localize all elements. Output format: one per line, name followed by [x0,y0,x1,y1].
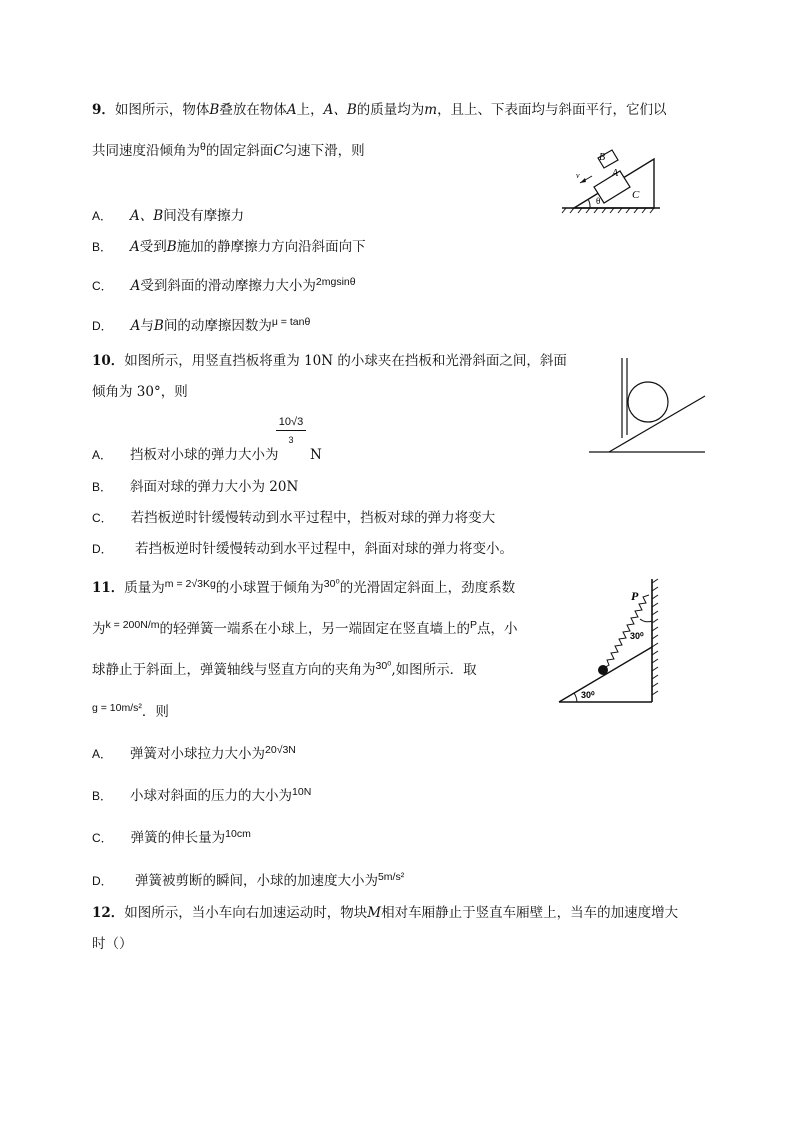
math: k = 200N/m [105,619,160,631]
option-letter: B． [92,240,113,254]
figure-label-c: C [632,189,640,201]
q9-number: 9． [92,102,115,118]
math: 20√3N [265,744,296,756]
text: 挡板对小球的弹力大小为 [130,447,279,463]
q11-stem-line-1 [92,579,515,598]
q9-option-b [92,238,366,256]
text: 若挡板逆时针缓慢转动到水平过程中，挡板对球的弹力将变大 [130,510,496,526]
figure-label-v: v [576,171,580,180]
text: 间的动摩擦因数为 [163,318,272,334]
text: 施加的静摩擦力方向沿斜面向下 [176,239,366,255]
text: 球静止于斜面上，弹簧轴线与竖直方向的夹角为 [92,662,376,678]
text: A [286,102,297,118]
fraction-denominator: 3 [288,435,294,445]
q11-stem-line-4 [92,703,169,722]
q10-option-b [92,478,298,496]
option-letter: C． [92,279,113,293]
q11-option-d [92,872,404,891]
text: A [130,318,141,334]
text: 如图所示，物体 [114,102,210,118]
figure-label-b: B [599,152,606,163]
math: 30⁰ [375,660,392,672]
math: P [469,619,477,631]
text: A [130,278,141,294]
q11-option-a [92,745,296,764]
math: 2mgsinθ [315,276,356,288]
text: 如图所示，当小车向右加速运动时，物块 [124,905,368,921]
text: 为 [92,621,106,637]
option-letter: A． [92,448,113,462]
q11-figure [557,575,667,707]
q10-number: 10． [92,353,125,369]
q10-unit [310,446,322,464]
text: 相对车厢静止于竖直车厢壁上，当车的加速度增大 [381,905,679,921]
math: μ = tanθ [271,316,311,328]
option-letter: B． [92,480,113,494]
text: A、B [323,102,357,118]
text: 斜面对球的弹力大小为 20N [130,479,299,495]
text: 的固定斜面 [205,143,274,159]
q11-stem-line-3 [92,661,477,680]
text: A [130,239,140,255]
figure-label-a: A [612,168,619,179]
math: m = 2√3Kg [164,578,216,590]
q9-option-a [92,207,244,225]
q10-figure [585,352,710,456]
text: 的小球置于倾角为 [215,580,324,596]
q11-option-c [92,829,251,848]
q10-stem-line-2 [92,383,188,401]
option-letter: A． [92,209,113,223]
unit: N [310,447,322,463]
text: 与 [140,318,154,334]
math: θ [200,141,206,153]
text: B [153,318,164,334]
q11-option-b [92,787,311,806]
text: 质量为 [124,580,165,596]
q10-stem-line-1 [92,352,567,370]
q10-fraction [276,416,306,445]
q11-number: 11． [92,580,125,596]
q10-option-c [92,509,495,527]
text: 弹簧的伸长量为 [130,830,226,846]
text: A、B [130,208,164,224]
option-letter: A． [92,747,113,761]
q12-number: 12． [92,905,125,921]
text: 上， [296,102,324,118]
option-letter: C． [92,831,113,845]
q11-stem-line-2 [92,620,518,639]
text: 如图所示，用竖直挡板将重为 10N 的小球夹在挡板和光滑斜面之间，斜面 [124,353,567,369]
math: 5m/s² [377,871,405,883]
text: C [273,143,284,159]
figure-label-angle-bottom: 30⁰ [581,690,595,700]
text: M [367,905,382,921]
option-letter: C． [92,511,113,525]
text: ．则 [141,704,169,720]
q12-stem-line-2 [92,935,133,953]
text: 间没有摩擦力 [163,208,245,224]
figure-label-p: P [631,589,639,603]
text: 共同速度沿倾角为 [92,143,200,159]
text: 受到 [139,239,167,255]
text: 点，小 [477,621,518,637]
fraction-numerator: 10√3 [276,416,306,431]
option-letter: B． [92,789,113,803]
q9-option-d [92,317,310,336]
q9-stem-line-1 [92,101,667,119]
q9-stem-line-2 [92,142,365,161]
text: 若挡板逆时针缓慢转动到水平过程中，斜面对球的弹力将变小。 [130,541,513,557]
option-letter: D． [92,319,113,333]
text: B [166,239,177,255]
text: 叠放在物体 [219,102,287,118]
text: 受到斜面的滑动摩擦力大小为 [140,278,316,294]
text: 匀速下滑，则 [283,143,365,159]
math: 10N [292,786,312,798]
text: m [424,102,438,118]
option-letter: D． [92,542,113,556]
text: 的轻弹簧一端系在小球上，另一端固定在竖直墙上的 [159,621,470,637]
figure-label-angle-top: 30⁰ [630,631,644,641]
text: 小球对斜面的压力的大小为 [130,788,293,804]
q9-figure [560,140,670,215]
math: g = 10m/s² [92,702,142,714]
text: 弹簧对小球拉力大小为 [130,746,266,762]
q10-option-a [92,446,279,464]
figure-label-theta: θ [596,196,601,206]
q9-option-c [92,277,356,296]
option-letter: D． [92,874,113,888]
text: ,如图所示．取 [391,662,477,678]
text: 的质量均为 [356,102,425,118]
math: 30⁰ [323,578,340,590]
text: 的光滑固定斜面上，劲度系数 [339,580,516,596]
q12-stem-line-1 [92,904,678,922]
text: B [209,102,220,118]
text: 倾角为 30°，则 [92,384,188,400]
text: ，且上、下表面均与斜面平行，它们以 [437,102,667,118]
text: 时（） [92,936,133,952]
text: 弹簧被剪断的瞬间，小球的加速度大小为 [130,873,378,889]
q10-option-d [92,540,513,558]
math: 10cm [225,828,251,840]
